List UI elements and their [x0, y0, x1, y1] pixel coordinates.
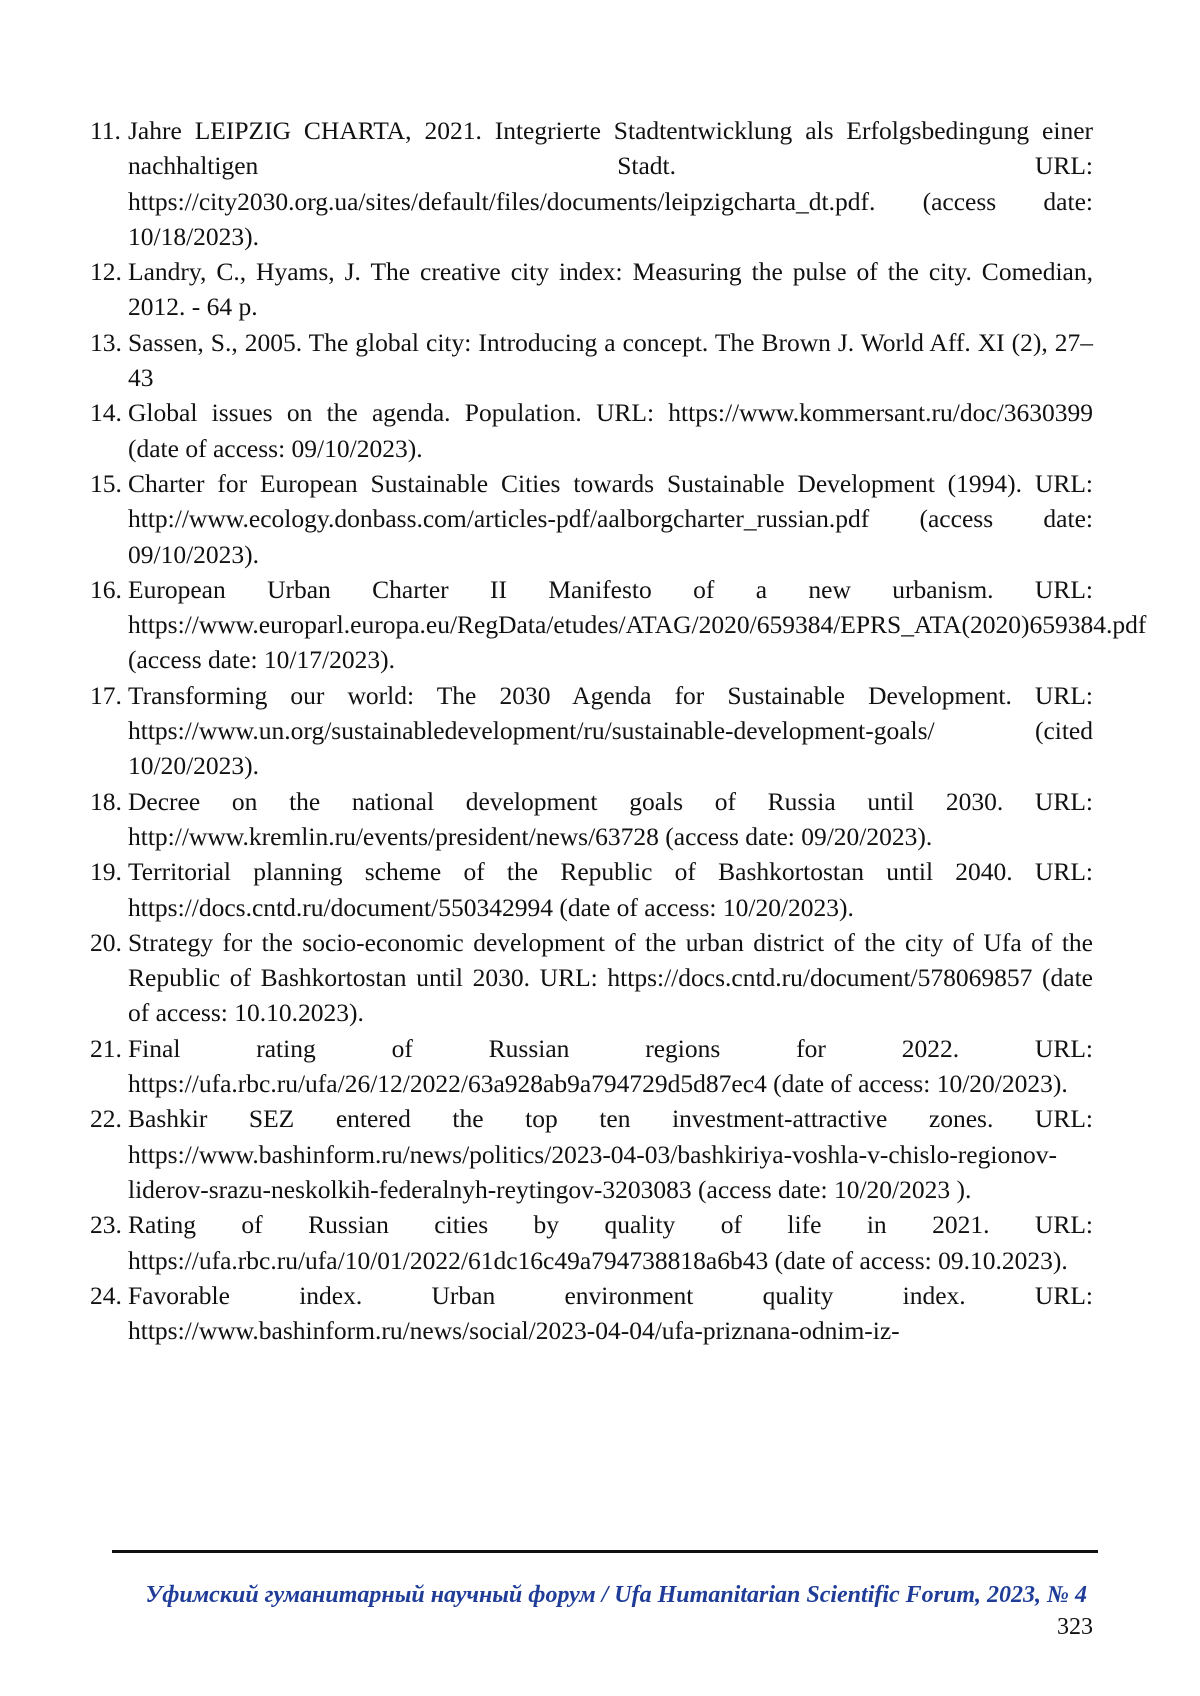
reference-number: 11.: [90, 113, 121, 148]
reference-number: 14.: [90, 395, 122, 430]
reference-number: 22.: [90, 1101, 122, 1136]
reference-text: Strategy for the socio-economic development of the urban district of the city of Ufa of the Republic of Bashkortostan until 2030. URL: https://docs.cntd.ru/document/578069857 (date of access: 10.10.2023).: [128, 928, 1093, 1028]
footer-divider: [112, 1550, 1098, 1553]
reference-item-12: [90, 254, 1093, 325]
reference-text: Landry, C., Hyams, J. The creative city index: Measuring the pulse of the city. Comedian, 2012. - 64 p.: [128, 257, 1093, 321]
reference-number: 12.: [90, 254, 122, 289]
reference-item-23: [90, 1207, 1093, 1278]
reference-item-16: [90, 572, 1093, 678]
reference-text: Territorial planning scheme of the Republic of Bashkortostan until 2040. URL: https://docs.cntd.ru/document/550342994 (date of access: 10/20/2023).: [128, 857, 1093, 921]
reference-item-17: [90, 678, 1093, 784]
reference-item-20: [90, 925, 1093, 1031]
reference-text: Charter for European Sustainable Cities towards Sustainable Development (1994). URL: http://www.ecology.donbass.com/articles-pdf/aalborgcharter_russian.pdf (access date: 09/10/2023).: [128, 469, 1093, 569]
reference-text: Final rating of Russian regions for 2022. URL: https://ufa.rbc.ru/ufa/26/12/2022/63a928ab9a794729d5d87ec4 (date of access: 10/20/2023).: [128, 1034, 1093, 1098]
reference-number: 21.: [90, 1031, 122, 1066]
reference-number: 18.: [90, 784, 122, 819]
reference-item-18: [90, 784, 1093, 855]
reference-text: European Urban Charter II Manifesto of a new urbanism. URL: https://www.europarl.europa.eu/RegData/etudes/ATAG/2020/659384/EPRS_ATA(2020)659384.pdf (access date: 10/17/2023).: [128, 575, 1146, 675]
reference-item-22: [90, 1101, 1093, 1207]
reference-item-14: [90, 395, 1093, 466]
reference-item-24: [90, 1278, 1093, 1349]
reference-number: 17.: [90, 678, 122, 713]
reference-text: Global issues on the agenda. Population. URL: https://www.kommersant.ru/doc/3630399 (date of access: 09/10/2023).: [128, 398, 1093, 462]
reference-number: 15.: [90, 466, 122, 501]
reference-text: Jahre LEIPZIG CHARTA, 2021. Integrierte Stadtentwicklung als Erfolgsbedingung einer nachhaltigen Stadt. URL: https://city2030.org.ua/sites/default/files/documents/leipzigcharta_dt.pdf. (access date: 10/18/2023).: [128, 116, 1093, 251]
reference-text: Rating of Russian cities by quality of life in 2021. URL: https://ufa.rbc.ru/ufa/10/01/2022/61dc16c49a794738818a6b43 (date of access: 09.10.2023).: [128, 1210, 1093, 1274]
reference-number: 16.: [90, 572, 122, 607]
reference-text: Favorable index. Urban environment quality index. URL: https://www.bashinform.ru/news/social/2023-04-04/ufa-priznana-odnim-iz-: [128, 1281, 1093, 1345]
reference-text: Bashkir SEZ entered the top ten investment-attractive zones. URL: https://www.bashinform.ru/news/politics/2023-04-03/bashkiriya-voshla-v-chislo-regionov-liderov-srazu-neskolkih-federalnyh-reytingov-3203083 (access date: 10/20/2023 ).: [128, 1104, 1093, 1204]
reference-item-19: [90, 854, 1093, 925]
reference-item-15: [90, 466, 1093, 572]
reference-number: 19.: [90, 854, 122, 889]
journal-title: Уфимский гуманитарный научный форум / Ufa Humanitarian Scientific Forum, 2023, № 4: [0, 1580, 1087, 1610]
reference-text: Transforming our world: The 2030 Agenda for Sustainable Development. URL: https://www.un.org/sustainabledevelopment/ru/sustainable-development-goals/ (cited 10/20/2023).: [128, 681, 1093, 781]
reference-number: 13.: [90, 325, 122, 360]
reference-number: 20.: [90, 925, 122, 960]
reference-number: 23.: [90, 1207, 122, 1242]
reference-item-13: [90, 325, 1093, 396]
page-number: 323: [0, 1612, 1093, 1642]
reference-list: [90, 113, 1093, 1348]
reference-text: Decree on the national development goals of Russia until 2030. URL: http://www.kremlin.ru/events/president/news/63728 (access date: 09/20/2023).: [128, 787, 1093, 851]
reference-item-21: [90, 1031, 1093, 1102]
reference-item-11: [90, 113, 1093, 254]
reference-number: 24.: [90, 1278, 122, 1313]
reference-text: Sassen, S., 2005. The global city: Introducing a concept. The Brown J. World Aff. XI (2), 27–43: [128, 328, 1093, 392]
